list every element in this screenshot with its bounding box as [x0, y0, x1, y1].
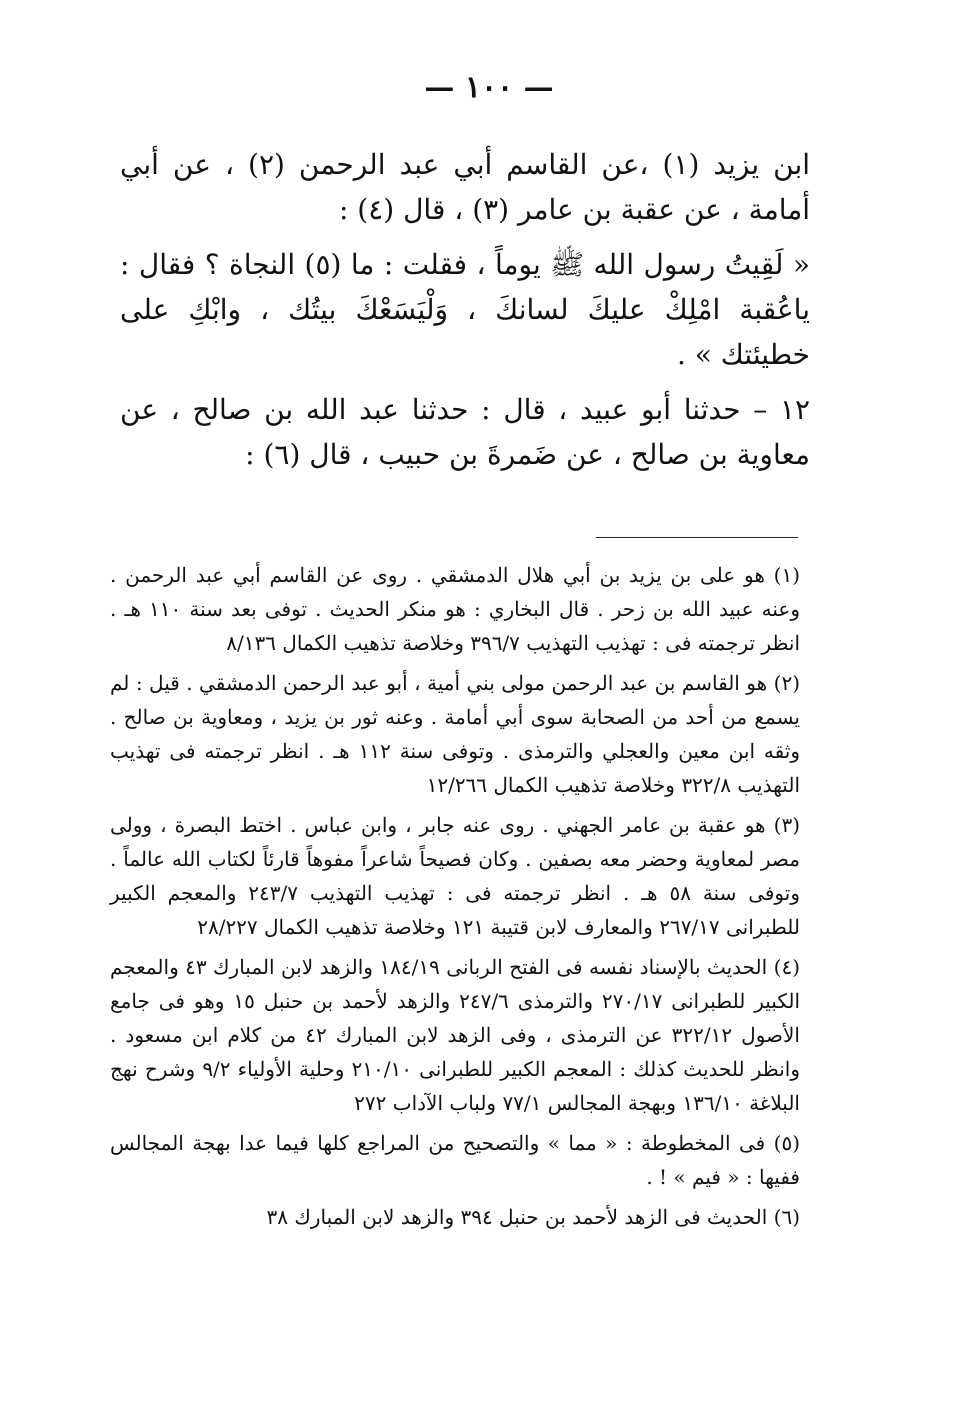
- main-paragraph: ابن يزيد (١) ،عن القاسم أبي عبد الرحمن (٢) ، عن أبي أمامة ، عن عقبة بن عامر (٣) ، قال (٤) :: [120, 148, 811, 226]
- main-paragraph: « لَقِيتُ رسول الله ﷺ يوماً ، فقلت : ما (٥) النجاة ؟ فقال : ياعُقبة امْلِكْ عليكَ لسانكَ ، وَلْيَسَعْكَ بيتُك ، وابْكِ على خطيئتك » .: [120, 248, 810, 371]
- footnotes: [110, 558, 800, 1240]
- footnote-divider: [596, 537, 798, 538]
- page-number: — ١٠٠ —: [424, 70, 554, 105]
- footnote: (٢) هو القاسم بن عبد الرحمن مولى بني أمية ، أبو عبد الرحمن الدمشقي . قيل : لم يسمع من أحد من الصحابة سوى أبي أمامة . وعنه ثور بن يزيد ، ومعاوية بن صالح . وثقه ابن معين والعجلي والترمذى . وتوفى سنة ١١٢ هـ . انظر ترجمته فى تهذيب التهذيب ٣٢٢/٨ وخلاصة تذهيب الكمال ١٢/٢٦٦: [110, 671, 800, 797]
- main-text: [120, 142, 810, 487]
- footnote: (٤) الحديث بالإسناد نفسه فى الفتح الربانى ١٨٤/١٩ والزهد لابن المبارك ٤٣ والمعجم الكبير للطبرانى ٢٧٠/١٧ والترمذى ٢٤٧/٦ والزهد لأحمد بن حنبل ١٥ وهو فى جامع الأصول ٣٢٢/١٢ عن الترمذى ، وفى الزهد لابن المبارك ٤٢ من كلام ابن مسعود . وانظر للحديث كذلك : المعجم الكبير للطبرانى ٢١٠/١٠ وحلية الأولياء ٩/٢ وشرح نهج البلاغة ١٣٦/١٠ وبهجة المجالس ٧٧/١ ولباب الآداب ٢٧٢: [110, 955, 801, 1115]
- main-paragraph: ١٢ – حدثنا أبو عبيد ، قال : حدثنا عبد الله بن صالح ، عن معاوية بن صالح ، عن ضَمرةَ بن حبيب ، قال (٦) :: [120, 393, 810, 471]
- footnote: (٣) هو عقبة بن عامر الجهني . روى عنه جابر ، وابن عباس . اختط البصرة ، وولى مصر لمعاوية وحضر معه بصفين . وكان فصيحاً شاعراً مفوهاً قارئاً لكتاب الله عالماً . وتوفى سنة ٥٨ هـ . انظر ترجمته فى : تهذيب التهذيب ٢٤٣/٧ والمعجم الكبير للطبرانى ٢٦٧/١٧ والمعارف لابن قتيبة ١٢١ وخلاصة تذهيب الكمال ٢٨/٢٢٧: [110, 813, 800, 939]
- footnote: (٦) الحديث فى الزهد لأحمد بن حنبل ٣٩٤ والزهد لابن المبارك ٣٨: [266, 1205, 800, 1229]
- footnote: (٥) فى المخطوطة : « مما » والتصحيح من المراجع كلها فيما عدا بهجة المجالس ففيها : « فيم » ! .: [110, 1131, 800, 1189]
- footnote: (١) هو على بن يزيد بن أبي هلال الدمشقي . روى عن القاسم أبي عبد الرحمن . وعنه عبيد الله بن زحر . قال البخاري : هو منكر الحديث . توفى بعد سنة ١١٠ هـ . انظر ترجمته فى : تهذيب التهذيب ٣٩٦/٧ وخلاصة تذهيب الكمال ٨/١٣٦: [110, 563, 800, 655]
